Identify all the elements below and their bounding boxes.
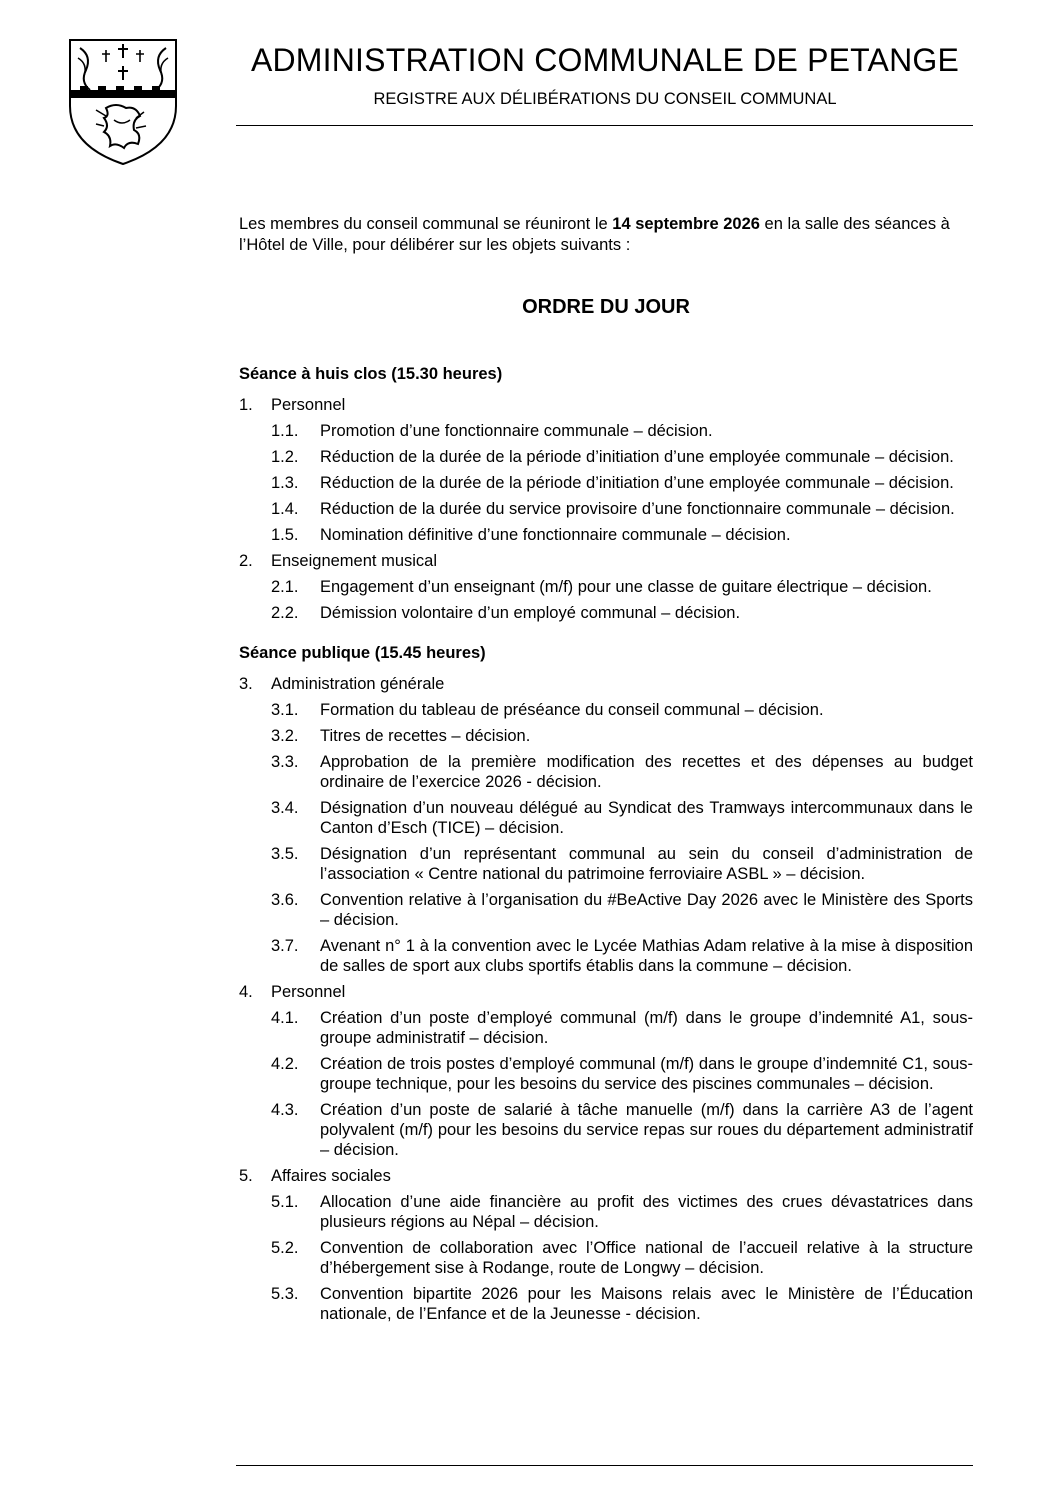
agenda-subitem-number: 4.1.: [271, 1009, 299, 1027]
agenda-subitem-text: Convention bipartite 2026 pour les Maisons relais avec le Ministère de l’Éducation nationale, de l’Enfance et de la Jeunesse - décision.: [320, 1285, 973, 1323]
agenda-subitem-text: Approbation de la première modification des recettes et des dépenses au budget ordinaire de l’exercice 2026 - décision.: [320, 753, 973, 791]
agenda-subitem: [271, 1284, 973, 1324]
agenda-subitem: [271, 700, 973, 720]
agenda-subitem: [271, 798, 973, 838]
agenda-item: [239, 982, 973, 1002]
agenda-subitem-text: Création d’un poste de salarié à tâche manuelle (m/f) dans la carrière A3 de l’agent polyvalent (m/f) pour les besoins du service repas sur roues du département administratif – décision.: [320, 1101, 973, 1159]
agenda-subitem: [271, 936, 973, 976]
agenda-subitem-text: Convention relative à l’organisation du #BeActive Day 2026 avec le Ministère des Sports – décision.: [320, 891, 973, 929]
page-title: ADMINISTRATION COMMUNALE DE PETANGE: [250, 42, 960, 78]
intro-text-before: Les membres du conseil communal se réuniront le: [239, 215, 613, 233]
agenda-subitem-text: Réduction de la durée de la période d’initiation d’une employée communale – décision.: [320, 474, 954, 492]
agenda-session: [239, 643, 973, 1324]
agenda-subitem-text: Convention de collaboration avec l’Office national de l’accueil relative à la structure d’hébergement sise à Rodange, route de Longwy – décision.: [320, 1239, 973, 1277]
agenda-subitem-number: 1.2.: [271, 448, 299, 466]
agenda-list: [239, 364, 973, 1330]
agenda-subitem: [271, 1054, 973, 1094]
agenda-subitem-text: Création de trois postes d’employé communal (m/f) dans le groupe d’indemnité C1, sous-groupe technique, pour les besoins du service des piscines communales – décision.: [320, 1055, 973, 1093]
intro-text-after: en la salle des séances à l’Hôtel de Ville, pour délibérer sur les objets suivants :: [239, 215, 950, 254]
agenda-subitem: [271, 421, 973, 441]
agenda-subitem-number: 3.6.: [271, 891, 299, 909]
agenda-subitem-number: 5.1.: [271, 1193, 299, 1211]
agenda-item: [239, 551, 973, 571]
agenda-subitem-number: 1.4.: [271, 500, 299, 518]
agenda-item: [239, 395, 973, 415]
agenda-subitem-text: Création d’un poste d’employé communal (m/f) dans le groupe d’indemnité A1, sous-groupe administratif – décision.: [320, 1009, 973, 1047]
agenda-item-label: Administration générale: [271, 675, 445, 693]
agenda-item-number: 1.: [239, 396, 253, 414]
agenda-item-number: 5.: [239, 1167, 253, 1185]
agenda-subitem: [271, 473, 973, 493]
agenda-item: [239, 1166, 973, 1186]
agenda-item-label: Personnel: [271, 983, 346, 1001]
agenda-subitem: [271, 603, 973, 623]
agenda-item-number: 4.: [239, 983, 253, 1001]
agenda-subitem-number: 5.2.: [271, 1239, 299, 1257]
agenda-subitem: [271, 525, 973, 545]
agenda-item-number: 3.: [239, 675, 253, 693]
agenda-subitem-text: Engagement d’un enseignant (m/f) pour une classe de guitare électrique – décision.: [320, 578, 932, 596]
agenda-subitem-number: 3.5.: [271, 845, 299, 863]
intro-paragraph: [239, 214, 973, 256]
meeting-date: 14 septembre 2026: [612, 215, 760, 233]
agenda-subitem-number: 3.1.: [271, 701, 299, 719]
agenda-item-label: Affaires sociales: [271, 1167, 391, 1185]
agenda-subitem: [271, 577, 973, 597]
agenda-subitem-text: Formation du tableau de préséance du conseil communal – décision.: [320, 701, 824, 719]
agenda-subitem-number: 5.3.: [271, 1285, 299, 1303]
footer-divider: [236, 1465, 973, 1466]
agenda-subitem-text: Désignation d’un représentant communal au sein du conseil d’administration de l’association « Centre national du patrimoine ferroviaire ASBL » – décision.: [320, 845, 973, 883]
session-heading: Séance à huis clos (15.30 heures): [239, 365, 503, 383]
agenda-subitem: [271, 1238, 973, 1278]
session-heading: Séance publique (15.45 heures): [239, 644, 486, 662]
agenda-subitem-text: Réduction de la durée du service provisoire d’une fonctionnaire communale – décision.: [320, 500, 955, 518]
agenda-item: [239, 674, 973, 694]
agenda-subitem-number: 2.1.: [271, 578, 299, 596]
agenda-subitem-number: 1.3.: [271, 474, 299, 492]
agenda-subitem: [271, 499, 973, 519]
agenda-subitem: [271, 726, 973, 746]
agenda-subitem-text: Avenant n° 1 à la convention avec le Lycée Mathias Adam relative à la mise à disposition de salles de sport aux clubs sportifs établis dans la commune – décision.: [320, 937, 973, 975]
agenda-subitem-text: Titres de recettes – décision.: [320, 727, 531, 745]
agenda-subitem: [271, 1100, 973, 1160]
agenda-subitem-number: 1.5.: [271, 526, 299, 544]
agenda-subitem-number: 1.1.: [271, 422, 299, 440]
agenda-subitem: [271, 844, 973, 884]
agenda-subitem-number: 4.2.: [271, 1055, 299, 1073]
agenda-subitem-number: 2.2.: [271, 604, 299, 622]
coat-of-arms-icon: [66, 36, 180, 168]
agenda-subitem: [271, 752, 973, 792]
agenda-subitem-number: 3.4.: [271, 799, 299, 817]
agenda-item-label: Personnel: [271, 396, 346, 414]
agenda-subitem-text: Promotion d’une fonctionnaire communale – décision.: [320, 422, 713, 440]
agenda-title: ORDRE DU JOUR: [522, 296, 690, 318]
agenda-item-label: Enseignement musical: [271, 552, 437, 570]
agenda-subitem-number: 4.3.: [271, 1101, 299, 1119]
header-divider: [236, 125, 973, 126]
agenda-subitem-text: Allocation d’une aide financière au profit des victimes des crues dévastatrices dans plusieurs régions au Népal – décision.: [320, 1193, 973, 1231]
agenda-session: [239, 364, 973, 623]
agenda-subitem: [271, 447, 973, 467]
agenda-subitem-text: Nomination définitive d’une fonctionnaire communale – décision.: [320, 526, 791, 544]
agenda-subitem: [271, 1192, 973, 1232]
agenda-subitem: [271, 1008, 973, 1048]
agenda-subitem-text: Désignation d’un nouveau délégué au Syndicat des Tramways intercommunaux dans le Canton d’Esch (TICE) – décision.: [320, 799, 973, 837]
agenda-subitem-number: 3.2.: [271, 727, 299, 745]
page-subtitle: REGISTRE AUX DÉLIBÉRATIONS DU CONSEIL COMMUNAL: [373, 90, 837, 108]
agenda-subitem-number: 3.7.: [271, 937, 299, 955]
agenda-subitem-number: 3.3.: [271, 753, 299, 771]
agenda-subitem: [271, 890, 973, 930]
agenda-subitem-text: Démission volontaire d’un employé communal – décision.: [320, 604, 741, 622]
agenda-subitem-text: Réduction de la durée de la période d’initiation d’une employée communale – décision.: [320, 448, 954, 466]
agenda-item-number: 2.: [239, 552, 253, 570]
